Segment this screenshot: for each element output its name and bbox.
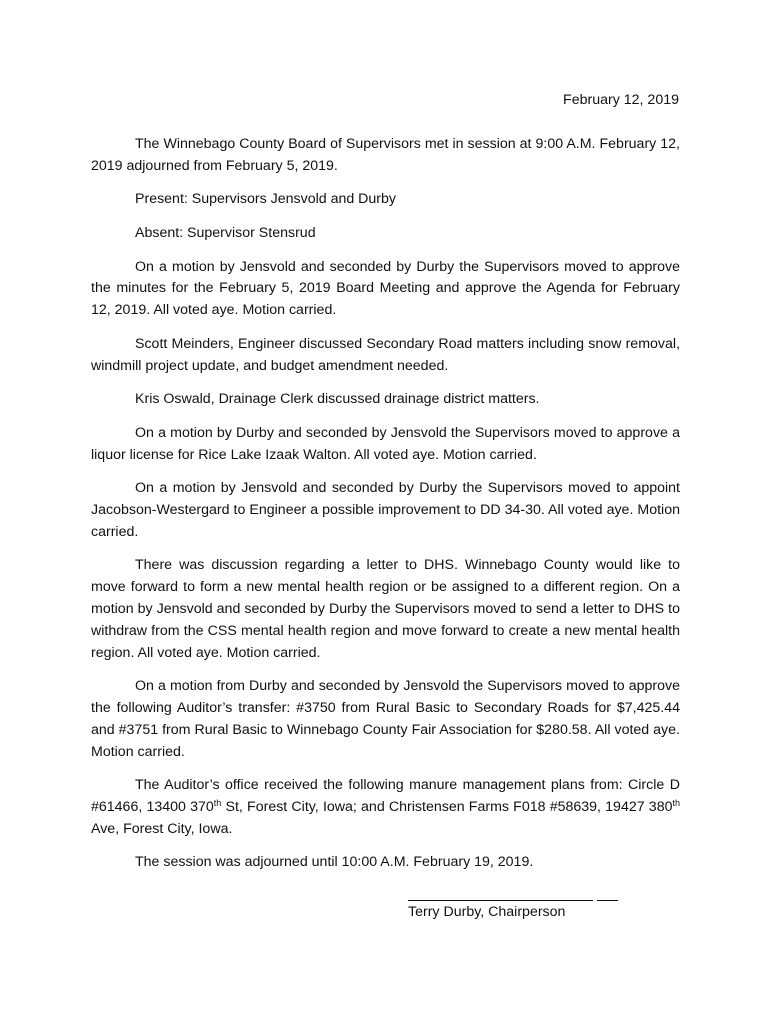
paragraph-liquor-license: On a motion by Durby and seconded by Jensvold the Supervisors moved to approve a liquor license for Rice Lake Izaak Walton. All voted aye. Motion carried. [91, 424, 680, 463]
paragraph-session-opening: The Winnebago County Board of Supervisors met in session at 9:00 A.M. February 12, 2019 adjourned from February 5, 2019. [91, 136, 680, 174]
paragraph-manure-plans [91, 775, 680, 840]
paragraph-dhs-letter: There was discussion regarding a letter to DHS. Winnebago County would like to move forward to form a new mental health region or be assigned to a different region. On a motion by Jensvold and seconded by Durby the Supervisors moved to send a letter to DHS to withdraw from the CSS mental health region and move forward to create a new mental health region. All voted aye. Motion carried. [91, 557, 680, 661]
manure-text-part-2: St, Forest City, Iowa; and Christensen Farms F018 #58639, 19427 380 [221, 798, 673, 815]
ordinal-suffix-2: th [672, 797, 680, 808]
ordinal-suffix-1: th [213, 797, 222, 808]
paragraph-auditor-transfer: On a motion from Durby and seconded by Jensvold the Supervisors moved to approve the following Auditor’s transfer: #3750 from Rural Basic to Secondary Roads for $7,425.44 and #3751 from Rural Basic to Winnebago County Fair Association for $280.58. All voted aye. Motion carried. [91, 678, 680, 760]
paragraph-present: Present: Supervisors Jensvold and Durby [135, 191, 397, 208]
paragraph-absent: Absent: Supervisor Stensrud [135, 224, 316, 241]
signer-name: Terry Durby, Chairperson [408, 904, 566, 920]
paragraph-engineer-report: Scott Meinders, Engineer discussed Secondary Road matters including snow removal, windmill project update, and budget amendment needed. [91, 335, 680, 374]
manure-text-part-1: The Auditor’s office received the following manure management plans from: Circle D #61466, 13400 370 [91, 777, 680, 815]
paragraph-drainage-clerk: Kris Oswald, Drainage Clerk discussed drainage district matters. [135, 391, 540, 408]
signature-line-main [408, 900, 593, 901]
manure-text-part-3: Ave, Forest City, Iowa. [91, 820, 233, 837]
paragraph-appoint-engineer: On a motion by Jensvold and seconded by Durby the Supervisors moved to appoint Jacobson-Westergard to Engineer a possible improvement to DD 34-30. All voted aye. Motion carried. [91, 480, 680, 540]
paragraph-approve-minutes: On a motion by Jensvold and seconded by Durby the Supervisors moved to approve the minutes for the February 5, 2019 Board Meeting and approve the Agenda for February 12, 2019. All voted aye. Motion carried. [91, 258, 680, 319]
document-date: February 12, 2019 [563, 92, 679, 108]
minutes-body [91, 134, 680, 886]
paragraph-adjournment: The session was adjourned until 10:00 A.M. February 19, 2019. [135, 854, 534, 871]
signature-line-tail [597, 900, 618, 901]
